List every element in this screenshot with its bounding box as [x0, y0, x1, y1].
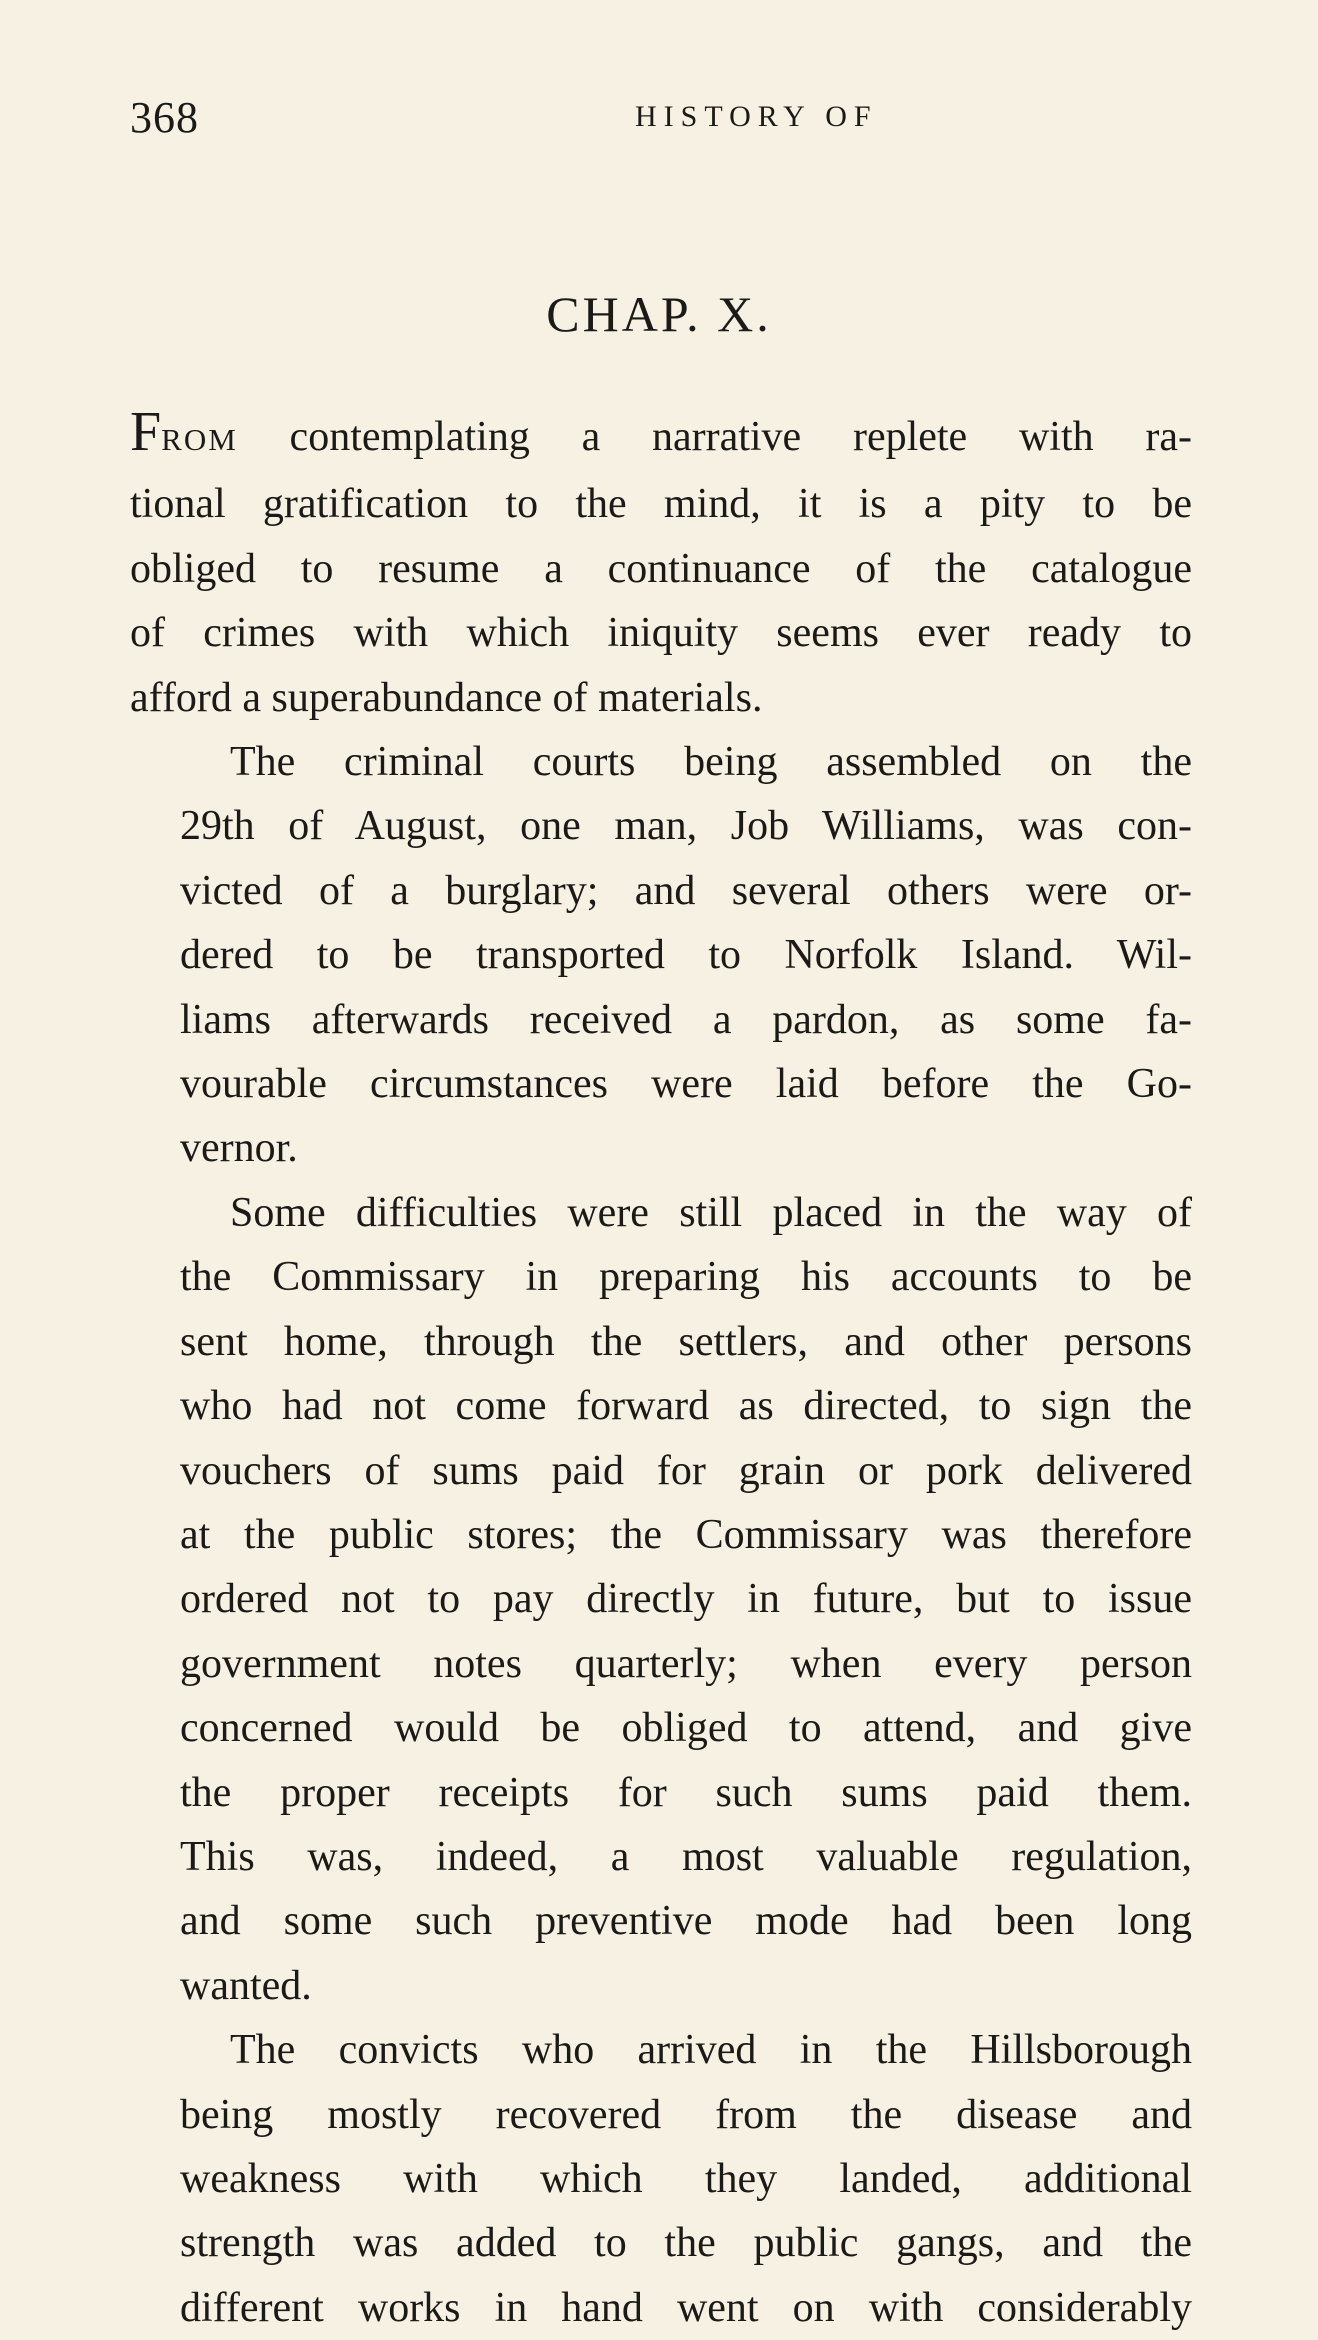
running-title: HISTORY OF [635, 100, 878, 133]
opening-smallcaps: ROM [161, 422, 238, 457]
text-line: the proper receipts for such sums paid them. [180, 1769, 1192, 1816]
text-line: 29th of August, one man, Job Williams, was con- [180, 803, 1192, 850]
text-line: weakness with which they landed, additional [180, 2155, 1192, 2202]
page-number: 368 [130, 93, 199, 142]
text-line: This was, indeed, a most valuable regulation, [180, 1833, 1192, 1880]
text-line: vourable circumstances were laid before the Go- [180, 1061, 1192, 1108]
text-line: obliged to resume a continuance of the catalogue [130, 545, 1192, 592]
opening-rest: contemplating a narrative replete with ra- [237, 414, 1192, 460]
text-line: tional gratification to the mind, it is a pity to be [130, 481, 1192, 528]
opening-initial: F [130, 401, 162, 463]
text-line: victed of a burglary; and several others were or- [180, 867, 1192, 914]
text-line: The criminal courts being assembled on the [230, 739, 1192, 786]
chapter-title: CHAP. X. [546, 286, 772, 342]
text-line: different works in hand went on with considerably [180, 2284, 1192, 2331]
paragraph-2 [130, 730, 1192, 1181]
text-line: vouchers of sums paid for grain or pork delivered [180, 1447, 1192, 1494]
paragraph-1 [130, 400, 1192, 730]
text-line: afford a superabundance of materials. [130, 674, 763, 721]
running-head [130, 92, 1210, 152]
text-line: of crimes with which iniquity seems ever ready to [130, 610, 1192, 657]
text-line: vernor. [180, 1125, 298, 1172]
text-line: wanted. [180, 1962, 312, 2009]
text-line: dered to be transported to Norfolk Island. Wil- [180, 932, 1192, 979]
text-line: Some difficulties were still placed in the way of [230, 1189, 1192, 1236]
paragraph-3 [130, 1181, 1192, 2018]
body-text [130, 400, 1192, 2340]
text-line: at the public stores; the Commissary was therefore [180, 1511, 1192, 1558]
text-line: The convicts who arrived in the Hillsborough [230, 2027, 1192, 2074]
text-line: strength was added to the public gangs, and the [180, 2220, 1192, 2267]
text-line: concerned would be obliged to attend, and give [180, 1705, 1192, 1752]
paragraph-4 [130, 2018, 1192, 2340]
text-line: being mostly recovered from the disease and [180, 2091, 1192, 2138]
text-line: and some such preventive mode had been long [180, 1898, 1192, 1945]
text-line: government notes quarterly; when every person [180, 1640, 1192, 1687]
text-line: sent home, through the settlers, and other persons [180, 1318, 1192, 1365]
text-line: ordered not to pay directly in future, but to issue [180, 1576, 1192, 1623]
text-line: the Commissary in preparing his accounts to be [180, 1254, 1192, 1301]
text-line: who had not come forward as directed, to sign the [180, 1383, 1192, 1430]
text-line [130, 400, 1192, 472]
text-line: liams afterwards received a pardon, as some fa- [180, 996, 1192, 1043]
